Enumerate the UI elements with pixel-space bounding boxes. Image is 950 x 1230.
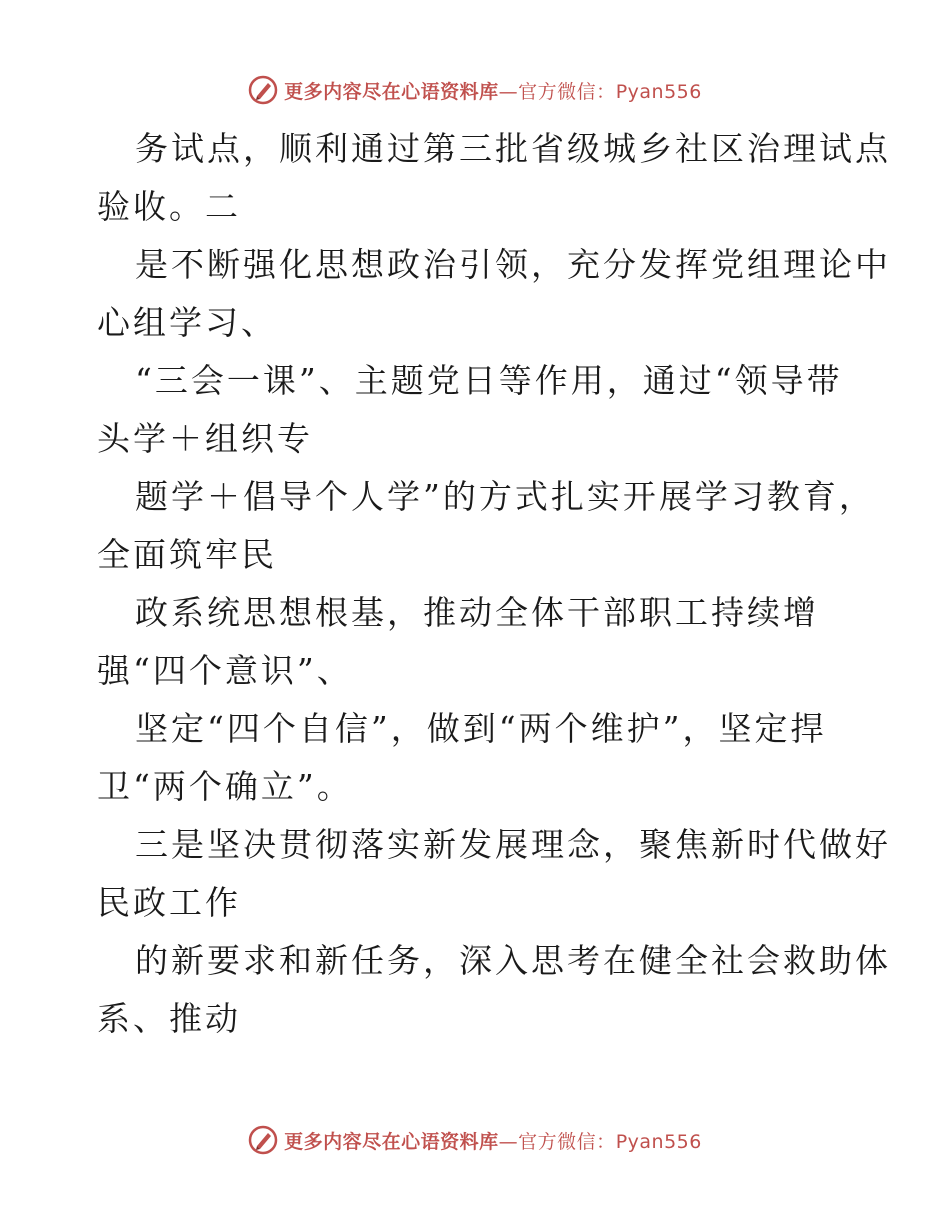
pen-logo-icon <box>248 75 278 105</box>
watermark-text <box>284 77 702 104</box>
header-watermark <box>0 70 950 110</box>
watermark-separator: — <box>498 1130 519 1153</box>
document-body <box>97 120 891 1048</box>
body-line: 民政工作 <box>97 883 241 922</box>
body-line: 验收。二 <box>97 187 241 226</box>
body-line: “三会一课”、主题党日等作用，通过“领导带 <box>135 361 843 400</box>
watermark-id: Pyan556 <box>615 80 702 103</box>
body-line: 政系统思想根基，推动全体干部职工持续增 <box>135 593 819 632</box>
watermark-separator: — <box>498 80 519 103</box>
pen-logo-icon <box>248 1125 278 1155</box>
body-line: 全面筑牢民 <box>97 535 277 574</box>
body-line: 三是坚决贯彻落实新发展理念，聚焦新时代做好 <box>135 825 891 864</box>
body-line: 心组学习、 <box>97 303 277 342</box>
body-line: 是不断强化思想政治引领，充分发挥党组理论中 <box>135 245 891 284</box>
watermark-suffix: 官方微信： <box>518 80 616 103</box>
watermark-name: 更多内容尽在心语资料库 <box>284 80 499 103</box>
body-line: 题学＋倡导个人学”的方式扎实开展学习教育， <box>135 477 875 516</box>
body-line: 头学＋组织专 <box>97 419 313 458</box>
body-line: 务试点，顺利通过第三批省级城乡社区治理试点 <box>135 129 891 168</box>
footer-watermark <box>0 1120 950 1160</box>
watermark-id: Pyan556 <box>615 1130 702 1153</box>
body-line: 强“四个意识”、 <box>97 651 353 690</box>
body-line: 的新要求和新任务，深入思考在健全社会救助体 <box>135 941 891 980</box>
body-line: 系、推动 <box>97 999 241 1038</box>
watermark-name: 更多内容尽在心语资料库 <box>284 1130 499 1153</box>
watermark-suffix: 官方微信： <box>518 1130 616 1153</box>
body-line: 坚定“四个自信”，做到“两个维护”，坚定捍 <box>135 709 827 748</box>
watermark-text <box>284 1127 702 1154</box>
body-line: 卫“两个确立”。 <box>97 767 353 806</box>
